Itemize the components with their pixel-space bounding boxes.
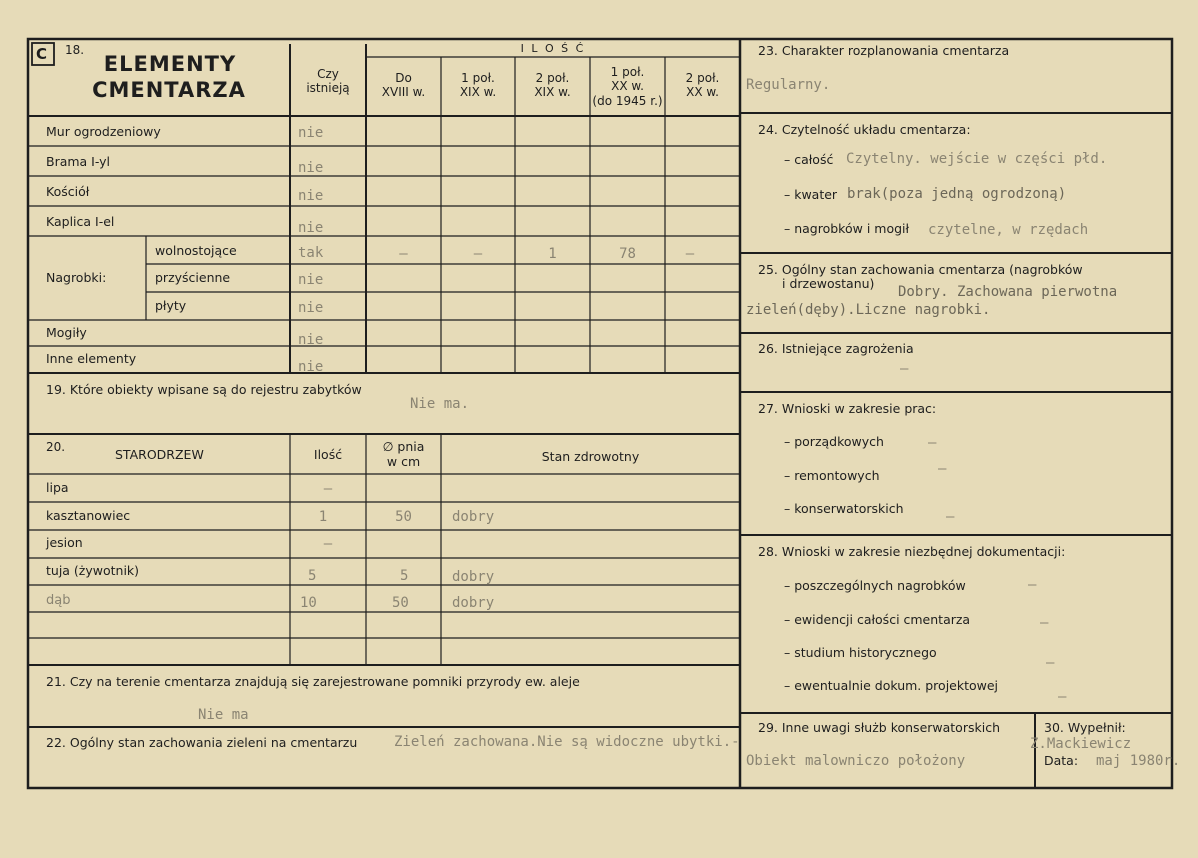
count-cell: 78 (619, 246, 636, 262)
q27-item-answer: – (938, 461, 947, 477)
tree-diam: 50 (392, 595, 409, 611)
row-value: nie (298, 160, 324, 176)
q29-answer: Obiekt malowniczo położony (746, 753, 966, 769)
section-18-title-line1: ELEMENTY (103, 52, 237, 76)
row-value: nie (298, 300, 324, 316)
q27-item-label: – konserwatorskich (784, 501, 904, 516)
tree-diam: 50 (395, 509, 412, 525)
row-label: wolnostojące (155, 243, 237, 258)
tree-name: tuja (żywotnik) (46, 563, 140, 578)
q27-item-label: – remontowych (784, 468, 880, 483)
tree-name: jesion (46, 535, 83, 550)
q19-answer: Nie ma. (410, 396, 470, 412)
tree-count: 10 (300, 595, 317, 611)
row-label: Inne elementy (46, 351, 137, 366)
period-col-l1: Do (395, 71, 412, 85)
period-col-l3: (do 1945 r.) (592, 94, 663, 108)
q30-filled-by: Z.Mackiewicz (1030, 736, 1132, 752)
q26-answer: – (900, 361, 909, 377)
q28-label: 28. Wnioski w zakresie niezbędnej dokumentacji: (758, 544, 1066, 559)
q26-label: 26. Istniejące zagrożenia (758, 341, 914, 356)
trees-col-health: Stan zdrowotny (541, 449, 640, 464)
count-cell: – (399, 246, 408, 262)
row-label: przyścienne (155, 270, 231, 285)
period-col-l2: XIX w. (534, 85, 571, 99)
q28-item-answer: – (1040, 615, 1049, 631)
q25-label-l2: i drzewostanu) (782, 276, 875, 291)
q25-answer-l2: zieleń(dęby).Liczne nagrobki. (746, 302, 991, 318)
q24-item-answer: brak(poza jedną ogrodzoną) (847, 186, 1067, 202)
trees-col-diam-l1: ∅ pnia (382, 439, 425, 454)
tree-count: 1 (318, 509, 328, 525)
q19-label: 19. Które obiekty wpisane są do rejestru zabytków (46, 382, 362, 397)
q25-answer-l1: Dobry. Zachowana pierwotna (898, 284, 1118, 300)
period-col-l2: XIX w. (459, 85, 497, 99)
q27-item-answer: – (946, 509, 955, 525)
period-col-l1: 1 poł. (610, 65, 645, 79)
period-col-l1: 2 poł. (535, 71, 570, 85)
row-label: Kaplica I-el (46, 214, 115, 229)
tree-health: dobry (452, 569, 495, 585)
row-value: nie (298, 272, 324, 288)
row-value: nie (298, 332, 324, 348)
q23-answer: Regularny. (746, 77, 831, 93)
count-cell: 1 (548, 246, 557, 262)
tree-name: lipa (46, 480, 69, 495)
row-label: Kościół (46, 184, 90, 199)
q24-item-label: – całość (784, 152, 834, 167)
period-col-l1: 2 poł. (685, 71, 720, 85)
q24-label: 24. Czytelność układu cmentarza: (758, 122, 971, 137)
row-value: nie (298, 220, 324, 236)
row-value: nie (298, 359, 324, 375)
q22-answer: Zieleń zachowana.Nie są widoczne ubytki.- (394, 734, 740, 750)
row-label: płyty (155, 298, 187, 313)
q24-item-answer: Czytelny. wejście w części płd. (846, 151, 1108, 167)
q28-item-answer: – (1046, 655, 1055, 671)
tree-count: 5 (308, 568, 317, 584)
q27-item-label: – porządkowych (784, 434, 884, 449)
trees-col-diam-l2: w cm (386, 454, 421, 469)
q24-item-label: – kwater (784, 187, 838, 202)
row-value: tak (298, 245, 324, 261)
q21-label: 21. Czy na terenie cmentarza znajdują się zarejestrowane pomniki przyrody ew. aleje (46, 674, 580, 689)
section-18-title-line2: CMENTARZA (92, 78, 246, 102)
q21-answer: Nie ma (198, 707, 249, 723)
tree-name: kasztanowiec (46, 508, 131, 523)
row-label: Mur ogrodzeniowy (46, 124, 161, 139)
row-label: Brama I-yl (46, 154, 111, 169)
count-cell: – (473, 246, 483, 262)
q28-item-label: – ewentualnie dokum. projektowej (784, 678, 999, 693)
q28-item-label: – ewidencji całości cmentarza (784, 612, 971, 627)
q28-item-label: – poszczególnych nagrobków (784, 578, 966, 593)
nagrobki-label: Nagrobki: (46, 270, 107, 285)
tree-health: dobry (452, 509, 495, 525)
row-value: nie (298, 125, 324, 141)
tree-count: – (323, 536, 333, 552)
q28-item-label: – studium historycznego (784, 645, 937, 660)
period-col-l2: XX w. (686, 85, 719, 99)
ilosc-header: I L O Ś Ć (520, 42, 586, 55)
trees-col-count: Ilość (313, 447, 343, 462)
q25-label-l1: 25. Ogólny stan zachowania cmentarza (nagrobków (758, 262, 1083, 277)
row-label: Mogiły (46, 325, 87, 340)
period-col-l2: XVIII w. (381, 85, 426, 99)
row-value: nie (298, 188, 324, 204)
period-col-l1: 1 poł. (461, 71, 495, 85)
tree-diam: 5 (400, 568, 409, 584)
q23-label: 23. Charakter rozplanowania cmentarza (758, 43, 1010, 58)
q24-item-answer: czytelne, w rzędach (928, 222, 1089, 238)
count-cell: – (685, 246, 695, 262)
trees-title: STARODRZEW (115, 447, 204, 462)
q30-label: 30. Wypełnił: (1044, 720, 1126, 735)
q30-date-label: Data: (1044, 753, 1079, 768)
col-header-exists: Czy istnieją (306, 67, 350, 95)
q22-label: 22. Ogólny stan zachowania zieleni na cmentarzu (46, 735, 358, 750)
q30-date: maj 1980r. (1096, 753, 1181, 769)
section-18-number: 18. (65, 43, 85, 57)
tree-name: dąb (46, 593, 71, 608)
tree-count: – (323, 481, 333, 497)
q27-item-answer: – (928, 435, 937, 451)
tree-health: dobry (452, 595, 495, 611)
period-col-l2: XX w. (611, 79, 644, 93)
q27-label: 27. Wnioski w zakresie prac: (758, 401, 937, 416)
q28-item-answer: – (1028, 577, 1037, 593)
section-20-number: 20. (46, 440, 66, 454)
q28-item-answer: – (1058, 689, 1067, 705)
q24-item-label: – nagrobków i mogił (784, 221, 910, 236)
q29-label: 29. Inne uwagi służb konserwatorskich (758, 720, 1000, 735)
section-letter: C (36, 45, 48, 63)
